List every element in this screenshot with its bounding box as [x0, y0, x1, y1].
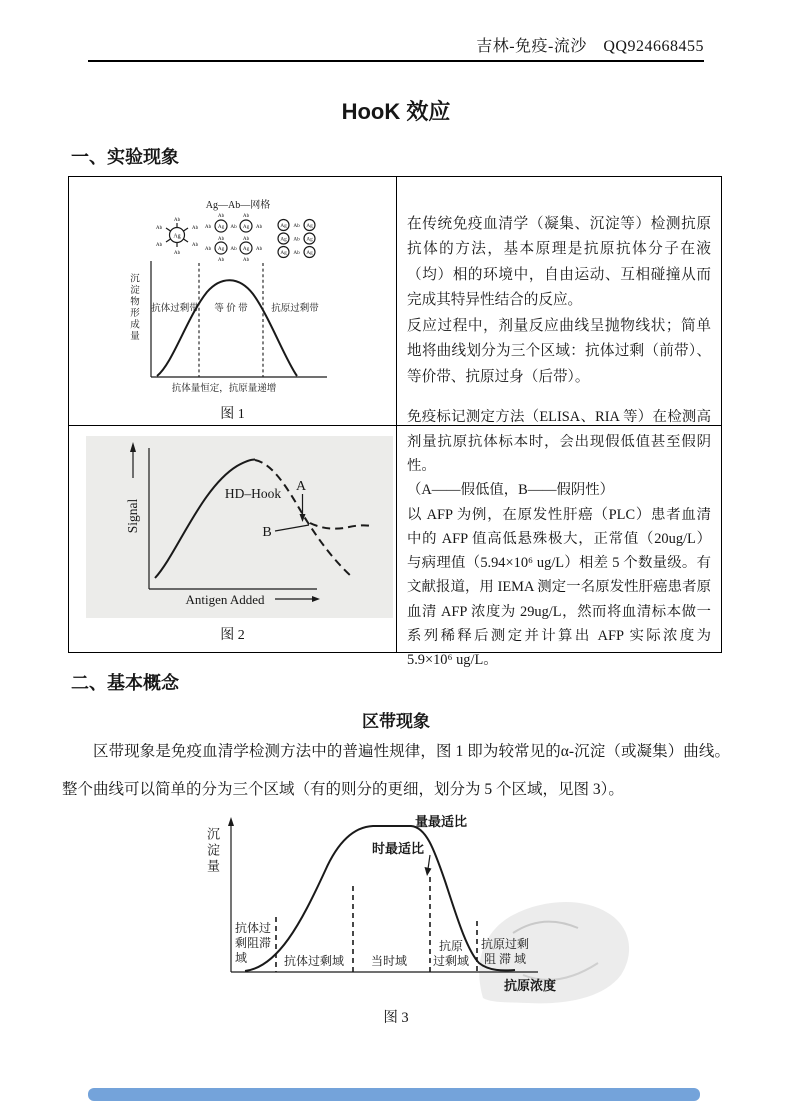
ab-label: Ab: [293, 250, 300, 256]
ab-label: Ab: [230, 224, 237, 230]
fig3-peak-pointer: [428, 855, 430, 869]
paragraph: 免疫标记测定方法（ELISA、RIA 等）在检测高剂量抗原抗体标本时，会出现假低值甚至假阴性。: [407, 409, 711, 474]
fig2-y-axis-label: Signal: [125, 498, 140, 534]
figures-table: [68, 176, 722, 669]
ab-label: Ab: [204, 224, 212, 230]
ab-label: Ab: [242, 213, 250, 219]
fig2-label-b: B: [262, 525, 272, 540]
fig1-precipitin-curve: [157, 280, 297, 376]
figure1-caption: 图 1: [220, 407, 245, 422]
ab-label: Ab: [191, 242, 199, 248]
header-watermark-text: 吉林-免疫-流沙 QQ924668455: [476, 38, 704, 55]
figure2-caption: 图 2: [220, 628, 245, 643]
fig3-peak-label-top: 量最适比: [414, 814, 468, 829]
fig2-label-a: A: [295, 479, 307, 494]
ab-label: Ab: [293, 236, 300, 243]
ab-label: Ab: [155, 242, 163, 248]
fig3-peak-label-mid: 时最适比: [371, 841, 425, 856]
ag-label: Ag: [217, 224, 225, 230]
row1-text-cell: [397, 177, 721, 425]
ab-label: Ab: [191, 225, 199, 231]
ag-label: Ag: [173, 233, 181, 240]
fig3-y-axis-label: 沉淀量: [205, 827, 220, 875]
ab-label: Ab: [173, 250, 181, 256]
ab-label: Ab: [255, 224, 263, 230]
ab-label: Ab: [255, 246, 263, 252]
row2-text-cell: [397, 409, 721, 669]
paragraph: 反应过程中，剂量反应曲线呈抛物线状；简单地将曲线划分为三个区域：抗体过剩（前带）、等价带、抗原过身（后带）。: [407, 317, 711, 385]
ag-label: Ag: [217, 246, 225, 252]
ag-label: Ag: [242, 246, 250, 252]
fig1-x-axis-label: 抗体量恒定，抗原量递增: [171, 384, 277, 394]
ab-label: Ab: [204, 246, 212, 252]
fig1-zone1-label: 抗体过剩带: [151, 304, 199, 314]
fig1-zone2-label: 等 价 带: [214, 304, 248, 314]
header-rule: [88, 60, 704, 62]
fig3-zone1-label: 域: [235, 951, 248, 965]
ag-label: Ag: [280, 236, 287, 243]
figure2-cell: [69, 426, 397, 652]
fig1-radial-molecule: [156, 217, 199, 256]
ag-label: Ag: [280, 223, 287, 229]
ag-label: Ag: [280, 250, 287, 256]
fig1-lattice-molecule: [205, 213, 263, 263]
ab-label: Ab: [217, 257, 225, 263]
figure3-caption: 图 3: [383, 1010, 409, 1026]
ag-label: Ag: [242, 224, 250, 230]
ab-label: Ab: [217, 213, 225, 219]
ag-label: Ag: [306, 223, 313, 229]
ag-label: Ag: [306, 236, 313, 243]
fig1-pair-molecules: [278, 220, 315, 258]
fig3-y-axis-arrowhead: [228, 817, 234, 826]
subsection-heading: 区带现象: [362, 712, 430, 731]
ab-label: Ab: [155, 225, 163, 231]
ag-label: Ag: [306, 250, 313, 256]
fig3-zone4-label: 过剩域: [432, 954, 470, 968]
figure1-cell: [69, 177, 397, 425]
ab-label: Ab: [217, 236, 225, 242]
fig3-x-axis-label: 抗原浓度: [504, 978, 557, 993]
bottom-highlight-bar: [88, 1088, 700, 1101]
fig3-zone2-label: 抗体过剩域: [283, 954, 345, 968]
fig1-zone3-label: 抗原过剩带: [271, 304, 319, 314]
paragraph: （A——假低值，B——假阴性）: [407, 482, 615, 499]
fig3-zone5-label: 抗原过剩: [480, 937, 530, 951]
section-heading-2: 二、基本概念: [71, 673, 179, 693]
ab-label: Ab: [242, 257, 250, 263]
ab-label: Ab: [293, 223, 300, 229]
figure1-diagram: [69, 177, 397, 425]
paragraph: 以 AFP 为例，在原发性肝癌（PLC）患者血清中的 AFP 值高低悬殊极大，正常值（20ug/L）与病理值（5.94×10⁶ ug/L）相差 5 个数量级。有文献报道，用 IEMA 测定一名原发性肝癌患者原血清 AFP 浓度为 29ug/L，然而将血清标本做一系列稀释后测定并计算出 AFP 实际浓度为 5.9×10⁶ ug/L。: [407, 506, 711, 669]
body-paragraph: 区带现象是免疫血清学检测方法中的普遍性规律，图 1 即为较常见的α-沉淀（或凝集）曲线。整个曲线可以简单的分为三个区域（有的则分的更细，划分为 5 个区域，见图 3）。: [62, 743, 730, 798]
page-title: HooK 效应: [341, 99, 451, 124]
fig3-zone3-label: 当时域: [370, 954, 408, 968]
figure3: [183, 813, 653, 1008]
ab-label: Ab: [173, 217, 181, 223]
fig1-lattice-label: Ag—Ab—网格: [205, 200, 271, 211]
ab-label: Ab: [242, 236, 250, 242]
fig3-zone1-label: 剩阻滞: [235, 936, 272, 950]
ab-label: Ab: [230, 246, 237, 252]
fig3-zone1-label: 抗体过: [235, 921, 272, 935]
fig2-x-axis-label: Antigen Added: [185, 592, 265, 607]
fig3-peak-pointer-arrowhead: [425, 867, 432, 876]
figure2-diagram: [69, 426, 397, 652]
table-row: [69, 177, 721, 425]
section-heading-1: 一、实验现象: [71, 147, 179, 167]
fig2-hd-hook-label: HD–Hook: [224, 486, 282, 501]
figure3-diagram: [183, 813, 653, 1008]
fig3-zone4-label: 抗原: [438, 939, 464, 953]
fig1-y-axis-label: 沉淀物形成量: [128, 273, 138, 342]
paragraph: 在传统免疫血清学（凝集、沉淀等）检测抗原抗体的方法，基本原理是抗原抗体分子在液（均）相的环境中，自由运动、互相碰撞从而完成其特异性结合的反应。: [407, 216, 711, 309]
fig3-zone5-label: 阻 滞 域: [483, 952, 527, 966]
